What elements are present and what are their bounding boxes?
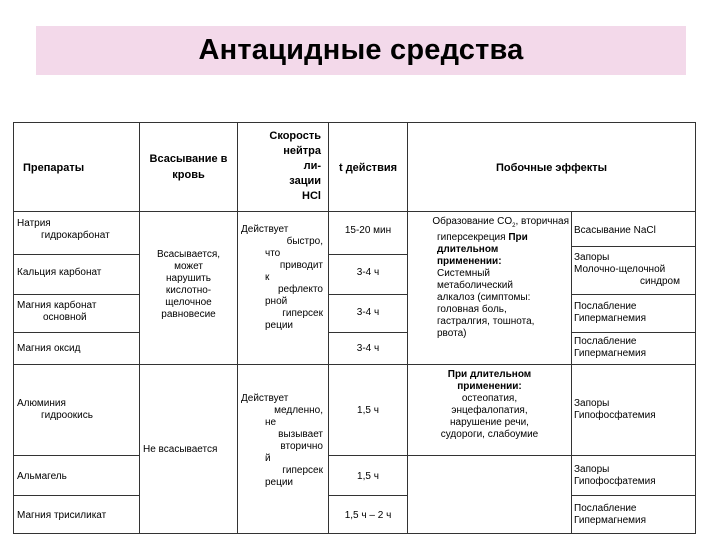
subscript: 2 xyxy=(512,223,516,229)
drug-magnesium-trisilicate: Магния трисиликат xyxy=(17,510,107,521)
header-side-effects: Побочные эффекты xyxy=(495,162,608,174)
side-effects-line: головная боль, xyxy=(437,304,507,315)
specific-line: Запоры xyxy=(574,398,610,409)
specific-line: Послабление xyxy=(574,301,637,312)
drug-almagel: Альмагель xyxy=(17,471,67,482)
col-border xyxy=(407,122,408,534)
duration-almagel: 1,5 ч xyxy=(357,471,379,482)
header-speed xyxy=(243,129,321,204)
side-effects-text: гиперсекреция xyxy=(437,232,509,243)
specific-magnesium-trisilicate xyxy=(574,503,646,527)
duration-magnesium-oxide: 3-4 ч xyxy=(356,343,380,354)
header-speed-line: ли- xyxy=(303,160,321,172)
duration-aluminium-hydroxide: 1,5 ч xyxy=(357,405,379,416)
row-divider xyxy=(571,294,696,295)
row-divider xyxy=(13,294,139,295)
speed-line: рной xyxy=(265,296,288,307)
specific-aluminium-hydroxide xyxy=(574,398,656,422)
drug-sodium-bicarbonate xyxy=(17,218,110,242)
row-divider xyxy=(13,254,139,255)
antacids-table xyxy=(13,122,696,534)
col-border xyxy=(571,211,572,534)
absorption-not-absorbed: Не всасывается xyxy=(143,444,218,455)
header-drugs: Препараты xyxy=(23,162,85,174)
speed-line: реции xyxy=(265,320,294,331)
side-effects-line: метаболический xyxy=(437,280,513,291)
specific-line: Гипофосфатемия xyxy=(574,476,656,487)
drug-aluminium-hydroxide xyxy=(17,398,93,422)
side-effects-common-2 xyxy=(408,369,571,441)
row-divider xyxy=(571,332,696,333)
header-absorption-line: Всасывание в xyxy=(149,153,228,165)
specific-line: синдром xyxy=(640,276,680,287)
speed-line: приводит xyxy=(279,260,323,271)
drug-name-line: основной xyxy=(43,312,87,323)
specific-line: Послабление xyxy=(574,503,637,514)
side-effects-text: , вторичная xyxy=(515,216,569,227)
row-divider xyxy=(328,332,407,333)
speed-line: й xyxy=(265,453,271,464)
speed-line: что xyxy=(265,248,281,259)
side-effects-text: Образование CO xyxy=(432,216,513,227)
speed-line: вторично xyxy=(280,441,323,452)
table-border-bottom xyxy=(13,533,696,534)
title-banner xyxy=(36,26,686,75)
specific-line: Запоры xyxy=(574,252,610,263)
side-effects-line xyxy=(409,232,569,244)
drug-name-line: Магния карбонат xyxy=(17,300,97,311)
group-divider xyxy=(13,364,696,365)
absorption-line: щелочное xyxy=(165,297,212,308)
page-title: Антацидные средства xyxy=(198,34,524,66)
speed-line: к xyxy=(265,272,270,283)
speed-fast xyxy=(239,224,323,332)
specific-almagel xyxy=(574,464,656,488)
speed-line: рефлекто xyxy=(277,284,323,295)
specific-line: Гипермагнемия xyxy=(574,348,647,359)
specific-line: Послабление xyxy=(574,336,637,347)
side-effects-line: рвота) xyxy=(437,328,467,339)
table-border-top xyxy=(13,122,696,123)
row-divider xyxy=(571,246,696,247)
side-effects-bold: применении: xyxy=(457,381,522,392)
drug-name-line: Алюминия xyxy=(17,398,66,409)
side-effects-bold: При длительном xyxy=(447,369,532,380)
absorption-absorbed xyxy=(140,249,237,321)
side-effects-line: остеопатия, xyxy=(461,393,518,404)
header-speed-line: HCl xyxy=(302,190,321,202)
specific-line: Запоры xyxy=(574,464,610,475)
duration-calcium-carbonate: 3-4 ч xyxy=(356,267,380,278)
row-divider xyxy=(328,254,407,255)
row-divider xyxy=(328,294,407,295)
drug-name-line: Натрия xyxy=(17,218,51,229)
duration-magnesium-trisilicate: 1,5 ч – 2 ч xyxy=(344,510,392,521)
duration-magnesium-carbonate: 3-4 ч xyxy=(356,307,380,318)
row-divider xyxy=(13,455,139,456)
specific-magnesium-carbonate xyxy=(574,301,646,325)
speed-line: вызывает xyxy=(278,429,323,440)
speed-line: гиперсек xyxy=(282,308,323,319)
header-speed-line: зации xyxy=(289,175,321,187)
speed-line: гиперсек xyxy=(282,465,323,476)
specific-line: Молочно-щелочной xyxy=(574,264,666,275)
side-effects-line: Системный xyxy=(437,268,491,279)
drug-name-line: гидрокарбонат xyxy=(41,230,110,241)
side-effects-bold: При xyxy=(508,232,528,243)
header-speed-line: нейтра xyxy=(283,145,321,157)
header-absorption xyxy=(140,153,237,181)
row-divider xyxy=(13,332,139,333)
specific-line: Гипермагнемия xyxy=(574,515,647,526)
specific-magnesium-oxide xyxy=(574,336,646,360)
row-divider xyxy=(13,495,139,496)
speed-line: Действует xyxy=(241,224,289,235)
side-effects-bold: применении: xyxy=(437,256,502,267)
speed-line: быстро, xyxy=(286,236,323,247)
specific-sodium-bicarbonate xyxy=(574,225,656,237)
speed-line: реции xyxy=(265,477,294,488)
speed-line: не xyxy=(265,417,277,428)
side-effects-line: алкалоз (симптомы: xyxy=(437,292,531,303)
speed-line: медленно, xyxy=(274,405,323,416)
header-absorption-line: кровь xyxy=(172,169,205,181)
absorption-line: Всасывается, xyxy=(156,249,221,260)
row-divider xyxy=(328,495,407,496)
duration-sodium-bicarbonate: 15-20 мин xyxy=(344,225,392,236)
drug-magnesium-carbonate xyxy=(17,300,96,324)
side-effects-line: судороги, слабоумие xyxy=(440,429,539,440)
specific-line: Гипофосфатемия xyxy=(574,410,656,421)
specific-line: Гипермагнемия xyxy=(574,313,647,324)
speed-slow xyxy=(239,393,323,489)
absorption-line: может xyxy=(174,261,203,272)
specific-line: Всасывание NaCl xyxy=(574,225,656,236)
side-effects-common-1 xyxy=(409,216,569,340)
side-effects-line xyxy=(409,216,569,232)
absorption-line: нарушить xyxy=(166,273,211,284)
drug-name-line: гидроокись xyxy=(41,410,93,421)
drug-magnesium-oxide: Магния оксид xyxy=(17,343,81,354)
absorption-line: равновесие xyxy=(161,309,216,320)
side-effects-line: энцефалопатия, xyxy=(451,405,528,416)
speed-line: Действует xyxy=(241,393,289,404)
col-border xyxy=(13,122,14,534)
header-speed-line: Скорость xyxy=(269,130,321,142)
absorption-line: кислотно- xyxy=(165,285,212,296)
specific-calcium-carbonate xyxy=(574,252,692,288)
header-duration: t действия xyxy=(338,162,398,174)
drug-calcium-carbonate: Кальция карбонат xyxy=(17,267,102,278)
col-border xyxy=(237,122,238,534)
side-effects-line: нарушение речи, xyxy=(450,417,529,428)
row-divider xyxy=(328,455,696,456)
side-effects-line: гастралгия, тошнота, xyxy=(437,316,535,327)
col-border xyxy=(139,122,140,534)
col-border xyxy=(695,122,696,534)
header-row-divider xyxy=(13,211,696,212)
row-divider xyxy=(571,495,696,496)
side-effects-bold: длительном xyxy=(437,244,499,255)
